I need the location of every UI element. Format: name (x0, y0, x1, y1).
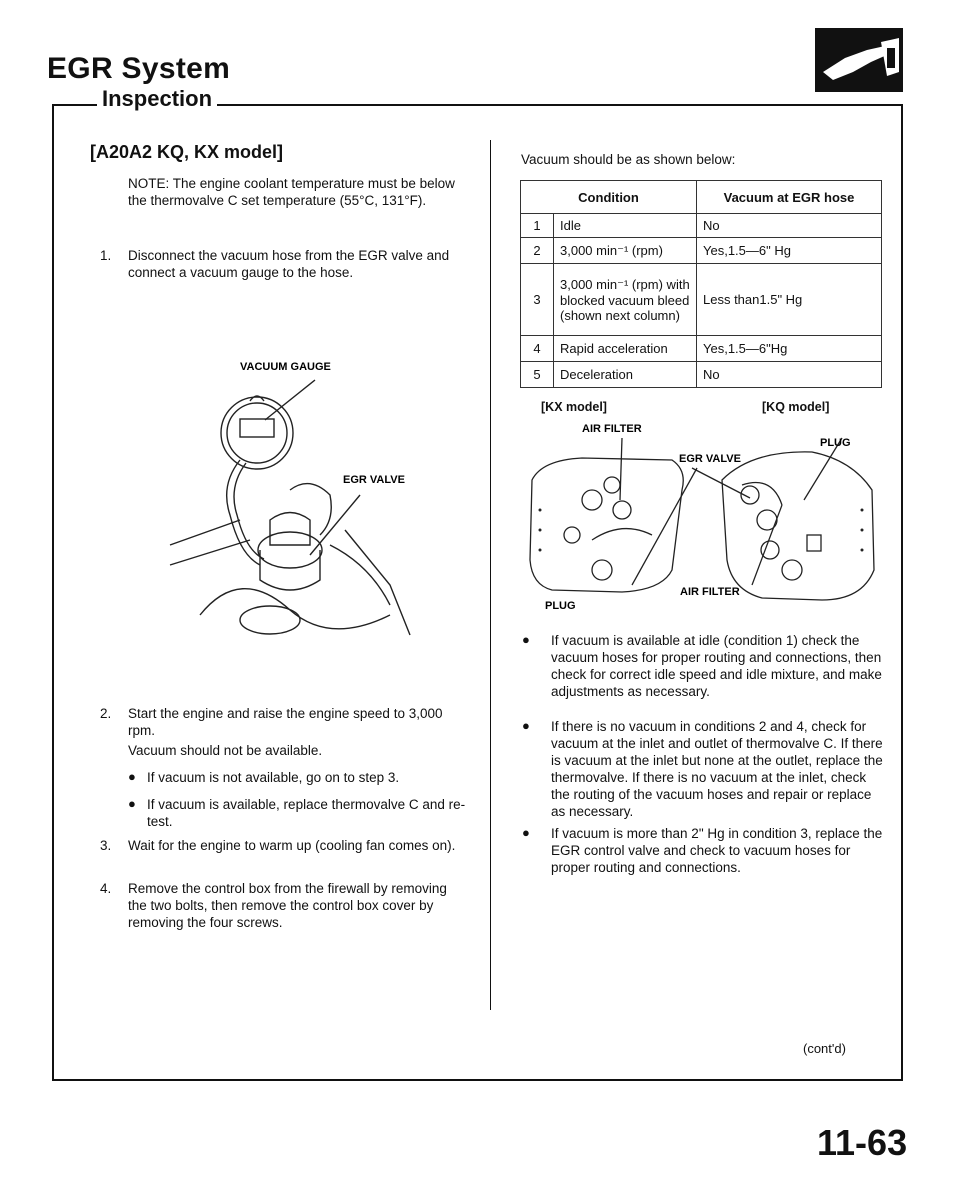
bullet-3-text: If vacuum is more than 2" Hg in condition 3, replace the EGR control valve and check to vacuum hoses for proper routing and connections. (551, 826, 883, 875)
condition-cell: Deceleration (554, 362, 697, 388)
plug-top-label: PLUG (820, 437, 851, 449)
bullet-icon: ● (522, 718, 530, 733)
step-number: 3. (100, 838, 112, 853)
step-1-text: Disconnect the vacuum hose from the EGR valve and connect a vacuum gauge to the hose. (128, 248, 450, 280)
vacuum-gauge-label: VACUUM GAUGE (240, 361, 331, 373)
vacuum-condition-table (520, 180, 882, 388)
vacuum-cell: Yes,1.5—6"Hg (697, 336, 882, 362)
egr-valve-label: EGR VALVE (679, 453, 741, 465)
step-3-text: Wait for the engine to warm up (cooling fan comes on). (128, 838, 456, 853)
row-number: 5 (521, 362, 554, 388)
table-row (521, 214, 882, 238)
condition-header: Condition (521, 181, 697, 214)
model-heading: [A20A2 KQ, KX model] (90, 142, 284, 162)
vacuum-cell: Less than1.5" Hg (697, 264, 882, 336)
table-row (521, 238, 882, 264)
vacuum-cell: No (697, 362, 882, 388)
fuel-nozzle-logo-icon (815, 28, 903, 92)
section-heading: Inspection (97, 86, 217, 112)
bullet-icon: ● (128, 796, 136, 811)
condition-cell: 3,000 min⁻¹ (rpm) with blocked vacuum bleed (shown next column) (554, 264, 697, 336)
table-row (521, 264, 882, 336)
row-number: 4 (521, 336, 554, 362)
step-number: 2. (100, 706, 112, 721)
vacuum-cell: No (697, 214, 882, 238)
engine-bay-illustration (522, 420, 884, 615)
plug-bottom-label: PLUG (545, 600, 576, 612)
vacuum-cell: Yes,1.5—6" Hg (697, 238, 882, 264)
table-row (521, 362, 882, 388)
row-number: 2 (521, 238, 554, 264)
page-number: 11-63 (817, 1122, 908, 1163)
column-divider (490, 140, 491, 1010)
bullet-b-text: If vacuum is available, replace thermovalve C and re-test. (147, 797, 466, 829)
table-row (521, 336, 882, 362)
condition-cell: Idle (554, 214, 697, 238)
condition-cell: Rapid acceleration (554, 336, 697, 362)
condition-cell: 3,000 min⁻¹ (rpm) (554, 238, 697, 264)
table-header-row (521, 181, 882, 214)
bullet-1-text: If vacuum is available at idle (condition 1) check the vacuum hoses for proper routing and connections, then check for correct idle speed and idle mixture, and make adjustments as necessary. (551, 633, 882, 699)
step-2-text: Start the engine and raise the engine speed to 3,000 rpm. (128, 706, 443, 738)
row-number: 3 (521, 264, 554, 336)
row-number: 1 (521, 214, 554, 238)
step-number: 4. (100, 881, 112, 896)
egr-valve-label: EGR VALVE (343, 474, 405, 486)
bullet-icon: ● (522, 632, 530, 647)
vacuum-shown-text: Vacuum should be as shown below: (521, 152, 736, 167)
bullet-2-text: If there is no vacuum in conditions 2 and 4, check for vacuum at the inlet and outlet of thermovalve C. If there is vacuum at the inlet but none at the outlet, replace the thermovalve. If there is no vacuum at the inlet, check the routing of the vacuum hoses and repair or replace as necessary. (551, 719, 883, 819)
bullet-icon: ● (128, 769, 136, 784)
continued-label: (cont'd) (803, 1041, 846, 1056)
vacuum-gauge-illustration (160, 355, 490, 645)
kx-model-label: [KX model] (541, 400, 607, 414)
bullet-icon: ● (522, 825, 530, 840)
air-filter-top-label: AIR FILTER (582, 423, 642, 435)
step-4-text: Remove the control box from the firewall by removing the two bolts, then remove the control box cover by removing the four screws. (128, 881, 447, 930)
note-text: NOTE: The engine coolant temperature must be below the thermovalve C set temperature (55°C, 131°F). (128, 176, 455, 208)
bullet-a-text: If vacuum is not available, go on to step 3. (147, 770, 400, 785)
kq-model-label: [KQ model] (762, 400, 830, 414)
air-filter-bottom-label: AIR FILTER (680, 586, 740, 598)
step-number: 1. (100, 248, 112, 263)
vacuum-not-text: Vacuum should not be available. (128, 743, 323, 758)
page-title: EGR System (47, 52, 231, 85)
vacuum-header: Vacuum at EGR hose (697, 181, 882, 214)
